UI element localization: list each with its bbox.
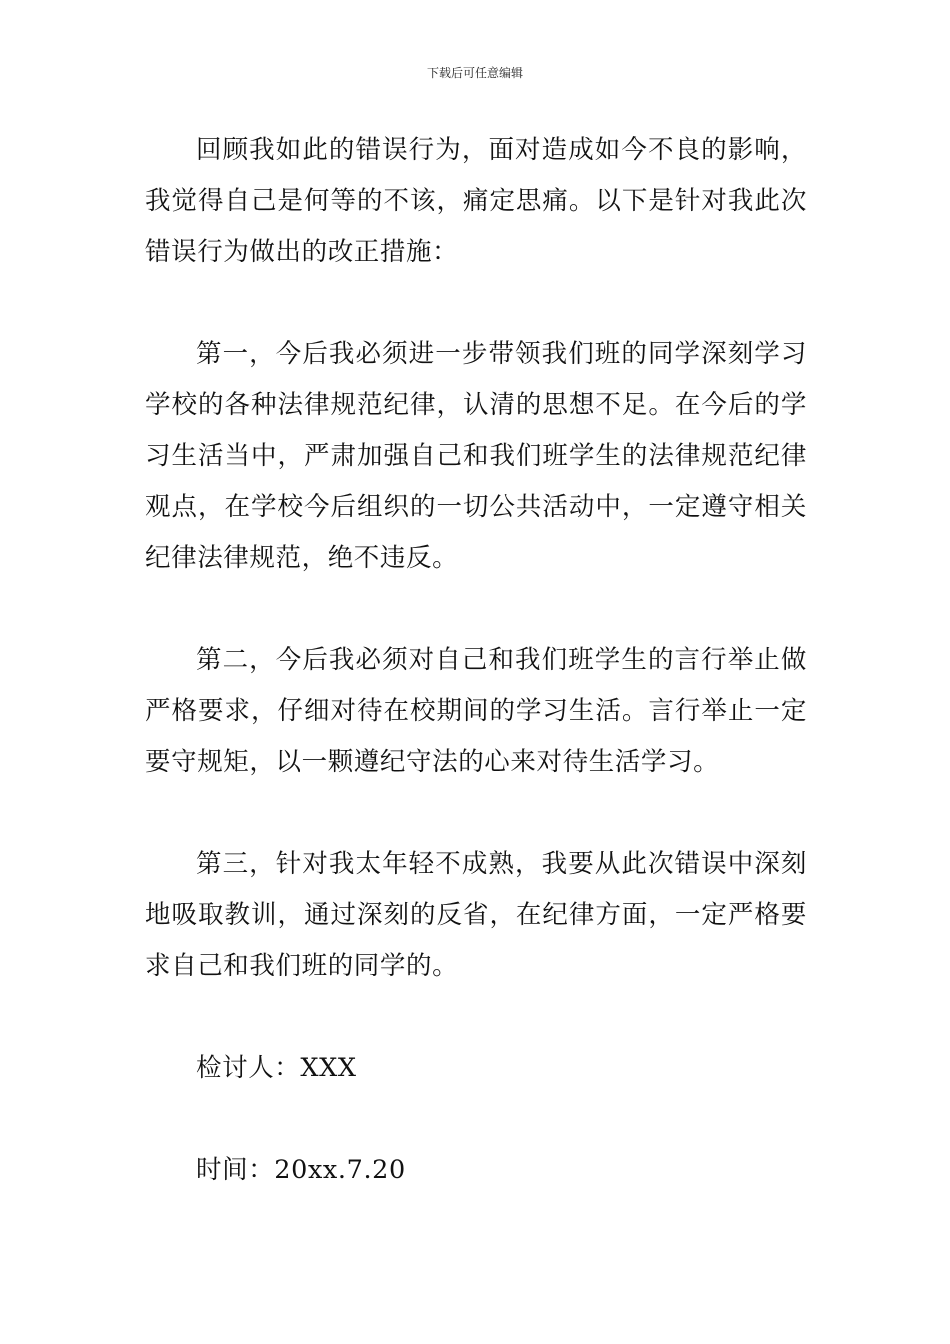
paragraph-second-measure: 第二，今后我必须对自己和我们班学生的言行举止做严格要求，仔细对待在校期间的学习生活。言行举止一定要守规矩，以一颗遵纪守法的心来对待生活学习。 [145, 645, 807, 777]
paragraph-gap [145, 1094, 807, 1145]
signature-date: 时间：20xx.7.20 [196, 1155, 406, 1185]
paragraph-gap [145, 788, 807, 839]
paragraph-gap [145, 584, 807, 635]
paragraph-third-measure: 第三，针对我太年轻不成熟，我要从此次错误中深刻地吸取教训，通过深刻的反省，在纪律方面，一定严格要求自己和我们班的同学的。 [145, 849, 807, 981]
paragraph-gap [145, 992, 807, 1043]
paragraph-gap [145, 278, 807, 329]
reviewer-signature: 检讨人：XXX [196, 1053, 357, 1083]
header-note: 下载后可任意编辑 [426, 66, 523, 80]
document-body [145, 125, 807, 1196]
paragraph-intro: 回顾我如此的错误行为，面对造成如今不良的影响，我觉得自己是何等的不该，痛定思痛。以下是针对我此次错误行为做出的改正措施： [145, 135, 807, 267]
paragraph-first-measure: 第一，今后我必须进一步带领我们班的同学深刻学习学校的各种法律规范纪律，认清的思想不足。在今后的学习生活当中，严肃加强自己和我们班学生的法律规范纪律观点，在学校今后组织的一切公共活动中，一定遵守相关纪律法律规范，绝不违反。 [145, 339, 807, 573]
